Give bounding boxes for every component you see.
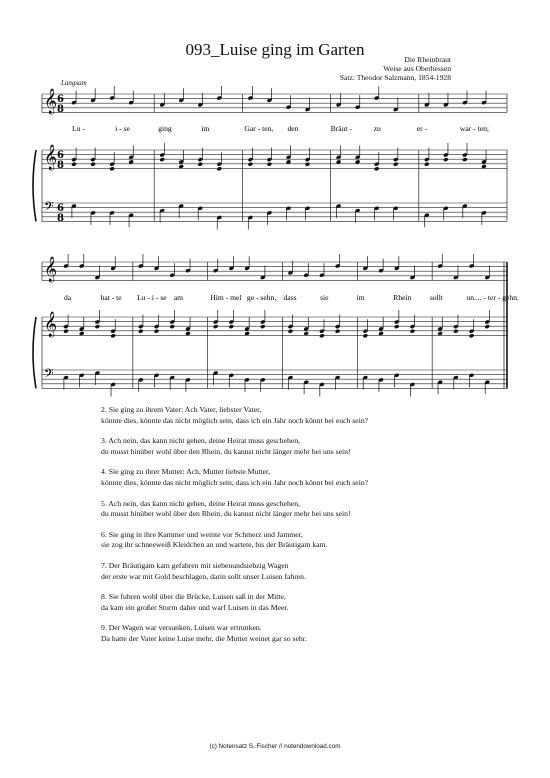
verse-line: 3. Ach nein, das kann nicht gehen, deine Heirat muss geschehen, [101, 436, 300, 446]
lyric-syllable: Gar - ten, [244, 124, 274, 133]
verse-line: 6. Sie ging in ihre Kammer und weinte vor Schmerz und Jammer, [101, 529, 303, 539]
time-sig-bottom: 8 [57, 212, 64, 224]
melody-origin: Weise aus Oberhessen [383, 64, 451, 73]
verses-block [101, 405, 501, 655]
piano-brace [33, 317, 36, 388]
lyric-syllable: Lu - i - se [137, 293, 167, 302]
lyric-syllable: dass [283, 293, 297, 302]
note-head [319, 333, 325, 338]
verse-line: könnte dies, könnte das nicht möglich sein, dass ich ein Jahr noch könnt bei euch sein? [101, 477, 369, 487]
bass-clef: 𝄢 [44, 366, 54, 384]
note-head [410, 329, 416, 334]
note-head [213, 324, 219, 329]
tempo-marking: Langsam [61, 79, 87, 87]
note-head [109, 166, 115, 171]
note-head [197, 162, 203, 167]
lyric-syllable: Rhein [393, 293, 412, 302]
lyric-syllable: un.... - ter - gehn. [466, 293, 519, 302]
lyrics-line-1 [72, 124, 489, 133]
lyric-syllable: Lu - [72, 124, 85, 133]
treble-clef: 𝄞 [44, 89, 58, 114]
bass-clef: 𝄢 [44, 199, 54, 217]
footer-copyright: (c) Notensatz S. Fischer // notendownload.com [209, 743, 341, 750]
note-head [267, 162, 273, 167]
piano-brace [33, 150, 36, 221]
lyric-syllable: sie [320, 293, 329, 302]
verse-8 [101, 592, 501, 613]
verse-line: 8. Sie fuhren wohl über die Brücke, Luisen saß in der Mitte, [101, 592, 286, 602]
note-head [63, 329, 69, 334]
time-sig-top: 6 [57, 94, 64, 106]
verse-line: du musst hinüber wohl über den Rhein, du kannst nicht länger mehr bei uns sein! [101, 509, 351, 519]
time-sig-top: 6 [57, 203, 64, 215]
treble-clef: 𝄞 [44, 312, 58, 337]
verse-6 [101, 530, 501, 551]
verse-line: du musst hinüber wohl über den Rhein, du kannst nicht länger mehr bei uns sein! [101, 446, 351, 456]
verse-line: der erste war mit Gold beschlagen, darin sollt unser Luisen fahren. [101, 571, 306, 581]
lyric-syllable: Him - mel [210, 293, 242, 302]
lyric-syllable: hat - te [100, 293, 122, 302]
note-head [335, 329, 341, 334]
lyric-syllable: war - ten; [459, 124, 490, 133]
lyric-syllable: im [201, 124, 210, 133]
lyric-syllable: ging [158, 124, 172, 133]
clefs [44, 88, 64, 384]
verse-7 [101, 561, 501, 582]
lyric-syllable: ge - sehn, [246, 293, 277, 302]
page-title: 093_Luise ging im Garten [185, 40, 365, 59]
note-head [110, 333, 116, 338]
note-head [90, 162, 96, 167]
note-head [374, 166, 380, 171]
song-subtitle: Die Rheinbraut [404, 55, 451, 64]
note-head [154, 329, 160, 334]
lyric-syllable: Bräut - [330, 124, 352, 133]
verse-3 [101, 436, 501, 457]
arranger-credit: Satz: Theodor Salzmann, 1854-1928 [339, 73, 451, 82]
verse-4 [101, 467, 501, 488]
treble-clef: 𝄞 [44, 145, 58, 170]
lyric-syllable: er - [416, 124, 428, 133]
lyric-syllable: sollt [429, 293, 443, 302]
note-head [394, 324, 400, 329]
note-head [453, 329, 459, 334]
note-head [462, 157, 468, 162]
time-sig-bottom: 8 [57, 159, 64, 171]
verse-line: könnte dies, könnte das nicht möglich sein, dass ich ein Jahr noch könnt bei euch sein? [101, 415, 369, 425]
lyric-syllable: am [173, 293, 184, 302]
note-head [469, 333, 475, 338]
note-head [424, 162, 430, 167]
staff-lines [33, 94, 507, 388]
note-head [159, 157, 165, 162]
note-head [362, 333, 368, 338]
note-head [71, 162, 77, 167]
verse-9 [101, 623, 501, 644]
lyrics-line-2 [64, 293, 519, 302]
verse-line: 5. Ach nein, das kann nicht gehen, deine Heirat muss geschehen, [101, 498, 300, 508]
verse-line: 9. Der Wagen war versunken, Luisen war ertrunken. [101, 623, 262, 633]
note-head [216, 166, 222, 171]
treble-clef: 𝄞 [44, 257, 58, 282]
lyric-syllable: zu [373, 124, 381, 133]
verse-line: da kam ein großer Sturm daher und warf Luisen in das Meer. [101, 602, 289, 612]
note-head [393, 162, 399, 167]
note-head [138, 329, 144, 334]
note-head [95, 324, 101, 329]
time-sig-top: 6 [57, 150, 64, 162]
lyric-syllable: den [287, 124, 299, 133]
verse-5 [101, 499, 501, 520]
verse-line: Da hatte der Vater keine Luise mehr, die Mutter weinet gar so sehr. [101, 633, 307, 643]
lyric-syllable: i - se [115, 124, 130, 133]
note-head [305, 162, 311, 167]
verse-line: sie zog ihr schneeweiß Kleidchen an und wartete, bis der Bräutigam kam. [101, 540, 328, 550]
lyric-syllable: im [356, 293, 365, 302]
note-head [484, 324, 490, 329]
verse-line: 2. Sie ging zu ihrem Vater: Ach Vater, liebster Vater, [101, 405, 262, 414]
note-head [288, 329, 294, 334]
note-head [169, 324, 175, 329]
lyric-syllable: da [64, 293, 72, 302]
note-head [229, 324, 235, 329]
verse-2 [101, 405, 501, 426]
note-head [260, 324, 266, 329]
verse-line: 4. Sie ging zu ihrer Mutter: Ach, Mutter liebste Mutter, [101, 467, 271, 477]
note-head [248, 162, 254, 167]
note-head [443, 157, 449, 162]
verse-line: 7. Der Bräutigam kam gefahren mit siebenundsiebzig Wagen [101, 560, 289, 570]
time-sig-bottom: 8 [57, 103, 64, 115]
